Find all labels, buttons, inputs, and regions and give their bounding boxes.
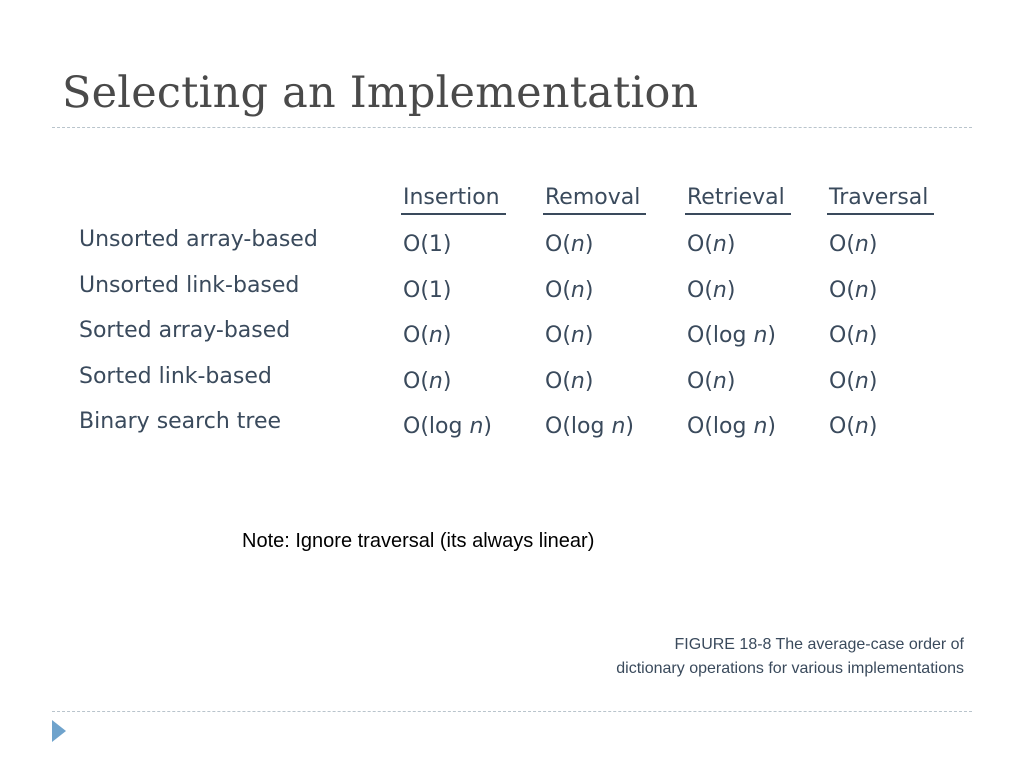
table-row <box>72 268 969 314</box>
caption-line-2: dictionary operations for various implementations <box>616 660 964 677</box>
row-label: Unsorted array-based <box>79 227 318 253</box>
complexity-cell: O(n) <box>829 232 878 258</box>
footer-divider <box>52 711 972 712</box>
figure-label: FIGURE 18-8 <box>674 636 772 653</box>
header-retrieval: Retrieval <box>685 178 827 222</box>
table-row <box>72 313 969 359</box>
header-insertion: Insertion <box>401 178 543 222</box>
caption-line-1 <box>616 633 964 657</box>
complexity-cell: O(n) <box>829 323 878 349</box>
figure-caption <box>616 633 964 681</box>
complexity-cell: O(n) <box>545 277 594 303</box>
complexity-cell: O(log n) <box>403 414 492 440</box>
slide-title: Selecting an Implementation <box>62 68 699 118</box>
row-label: Sorted link-based <box>79 363 272 389</box>
complexity-cell: O(log n) <box>545 414 634 440</box>
complexity-cell: O(log n) <box>687 414 776 440</box>
table-row <box>72 404 969 450</box>
caption-text-1: The average-case order of <box>775 636 964 653</box>
complexity-cell: O(n) <box>829 277 878 303</box>
complexity-cell: O(n) <box>545 368 594 394</box>
header-removal: Removal <box>543 178 685 222</box>
title-divider <box>52 127 972 128</box>
table-row <box>72 222 969 268</box>
row-label: Binary search tree <box>79 409 282 435</box>
complexity-cell: O(n) <box>687 232 736 258</box>
header-row <box>72 178 969 222</box>
complexity-table <box>72 178 969 450</box>
complexity-cell: O(n) <box>829 414 878 440</box>
complexity-cell: O(n) <box>687 277 736 303</box>
complexity-cell: O(n) <box>829 368 878 394</box>
complexity-cell: O(n) <box>545 323 594 349</box>
complexity-cell: O(1) <box>403 277 452 303</box>
complexity-cell: O(log n) <box>687 323 776 349</box>
complexity-cell: O(n) <box>687 368 736 394</box>
table-row <box>72 359 969 405</box>
row-label: Unsorted link-based <box>79 272 300 298</box>
header-spacer <box>72 178 401 222</box>
complexity-cell: O(1) <box>403 232 452 258</box>
header-traversal: Traversal <box>827 178 969 222</box>
play-triangle-icon <box>52 720 66 742</box>
complexity-cell: O(n) <box>403 368 452 394</box>
row-label: Sorted array-based <box>79 318 291 344</box>
traversal-note: Note: Ignore traversal (its always linear) <box>242 530 595 552</box>
complexity-cell: O(n) <box>403 323 452 349</box>
complexity-cell: O(n) <box>545 232 594 258</box>
